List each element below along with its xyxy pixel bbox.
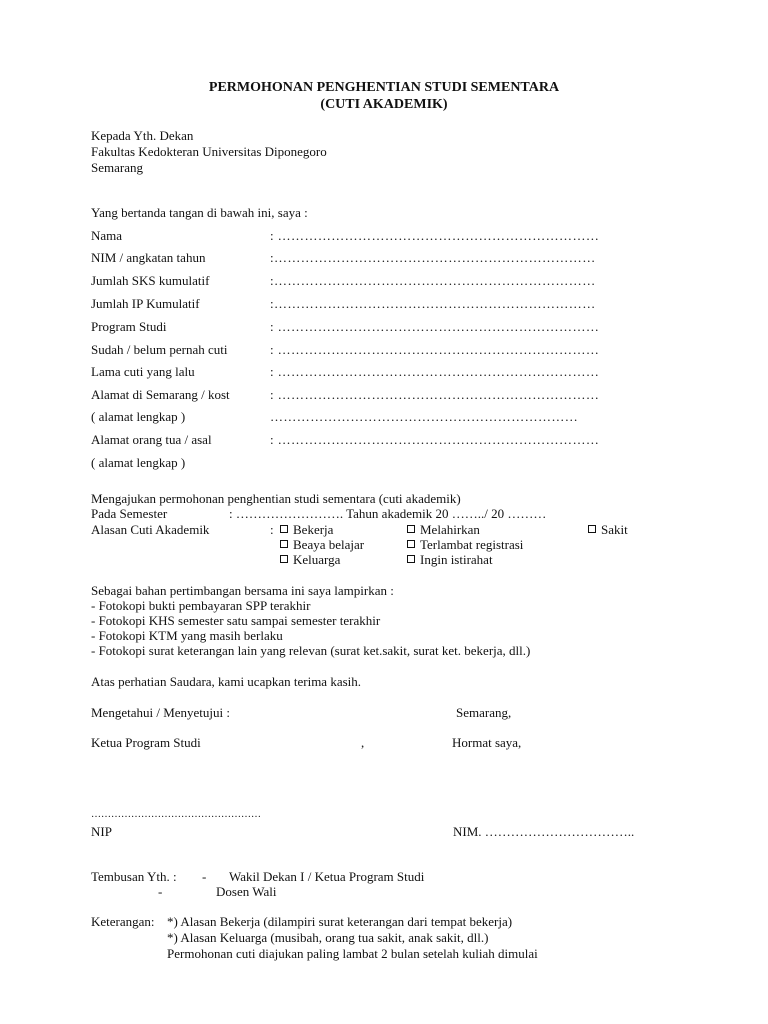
semester-label: Pada Semester (91, 506, 168, 521)
checkbox-bekerja[interactable] (280, 525, 288, 533)
reason-option-ingin-istirahat[interactable] (407, 552, 493, 568)
cc-item-2: Dosen Wali (216, 884, 277, 899)
nim-label: NIM. …………………………….. (453, 824, 635, 839)
field-label-alamat-lengkap-1: ( alamat lengkap ) (91, 409, 186, 424)
head-of-program-label: Ketua Program Studi (91, 735, 201, 750)
note-1: *) Alasan Bekerja (dilampiri surat keterangan dari tempat bekerja) (167, 914, 513, 929)
reason-sakit-label: Sakit (601, 522, 628, 537)
field-label-pernah-cuti: Sudah / belum pernah cuti (91, 342, 228, 357)
addressee-line3: Semarang (91, 160, 143, 175)
field-value-ip: :……………………………………………………………… (270, 296, 596, 311)
comma-mark: , (361, 735, 365, 750)
field-value-nim: :……………………………………………………………… (270, 250, 596, 265)
cc-dash-2: - (158, 884, 163, 899)
reason-colon: : (270, 522, 274, 537)
field-label-alamat-semarang: Alamat di Semarang / kost (91, 387, 230, 402)
closing-text: Atas perhatian Saudara, kami ucapkan terima kasih. (91, 674, 362, 689)
field-label-program-studi: Program Studi (91, 319, 167, 334)
addressee-line1: Kepada Yth. Dekan (91, 128, 194, 143)
approval-label: Mengetahui / Menyetujui : (91, 705, 231, 720)
reason-option-sakit[interactable] (588, 522, 628, 538)
attachment-item: - Fotokopi surat keterangan lain yang relevan (surat ket.sakit, surat ket. bekerja, dll.) (91, 643, 531, 658)
attachment-item: - Fotokopi KHS semester satu sampai semester terakhir (91, 613, 381, 628)
reason-option-bekerja[interactable] (280, 522, 333, 538)
attachment-item: - Fotokopi KTM yang masih berlaku (91, 628, 283, 643)
field-label-alamat-orang-tua: Alamat orang tua / asal (91, 432, 212, 447)
cc-item-1: Wakil Dekan I / Ketua Program Studi (229, 869, 425, 884)
city-label: Semarang, (456, 705, 512, 720)
field-value-pernah-cuti: : ……………………………………………………………… (270, 342, 600, 357)
field-value-alamat-orang-tua: : ……………………………………………………………… (270, 432, 600, 447)
checkbox-terlambat-registrasi[interactable] (407, 540, 415, 548)
reason-option-melahirkan[interactable] (407, 522, 480, 538)
document-title-line2: (CUTI AKADEMIK) (320, 97, 448, 112)
attachment-item: - Fotokopi bukti pembayaran SPP terakhir (91, 598, 311, 613)
reason-option-keluarga[interactable] (280, 552, 340, 568)
cc-label: Tembusan Yth. : (91, 869, 177, 884)
request-text: Mengajukan permohonan penghentian studi sementara (cuti akademik) (91, 491, 461, 506)
reason-beaya-belajar-label: Beaya belajar (293, 537, 365, 552)
nip-label: NIP (91, 824, 112, 839)
field-value-alamat-lengkap-1: …………………………………………………………… (270, 409, 579, 424)
addressee-line2: Fakultas Kedokteran Universitas Diponegoro (91, 144, 327, 159)
reason-option-terlambat-registrasi[interactable] (407, 537, 523, 553)
cc-dash-1: - (202, 869, 207, 884)
reason-keluarga-label: Keluarga (293, 552, 341, 567)
field-value-alamat-semarang: : ……………………………………………………………… (270, 387, 600, 402)
field-label-sks: Jumlah SKS kumulatif (91, 273, 210, 288)
reason-terlambat-registrasi-label: Terlambat registrasi (420, 537, 524, 552)
notes-label: Keterangan: (91, 914, 155, 929)
field-label-alamat-lengkap-2: ( alamat lengkap ) (91, 455, 186, 470)
intro-text: Yang bertanda tangan di bawah ini, saya : (91, 205, 308, 220)
checkbox-beaya-belajar[interactable] (280, 540, 288, 548)
signature-line: …………………………………………… (91, 809, 261, 820)
reason-ingin-istirahat-label: Ingin istirahat (420, 552, 493, 567)
reason-label: Alasan Cuti Akademik (91, 522, 210, 537)
field-value-lama-cuti: : ……………………………………………………………… (270, 364, 600, 379)
field-value-sks: :……………………………………………………………… (270, 273, 596, 288)
reason-bekerja-label: Bekerja (293, 522, 334, 537)
note-3: Permohonan cuti diajukan paling lambat 2 bulan setelah kuliah dimulai (167, 946, 538, 961)
attachments-intro: Sebagai bahan pertimbangan bersama ini saya lampirkan : (91, 583, 394, 598)
note-2: *) Alasan Keluarga (musibah, orang tua sakit, anak sakit, dll.) (167, 930, 489, 945)
field-value-nama: : ……………………………………………………………… (270, 228, 600, 243)
checkbox-melahirkan[interactable] (407, 525, 415, 533)
reason-option-beaya-belajar[interactable] (280, 537, 364, 553)
field-label-nama: Nama (91, 228, 123, 243)
field-label-nim: NIM / angkatan tahun (91, 250, 206, 265)
semester-value: : ……………………. Tahun akademik 20 ……../ 20 ……… (229, 506, 547, 521)
checkbox-sakit[interactable] (588, 525, 596, 533)
document-title-line1: PERMOHONAN PENGHENTIAN STUDI SEMENTARA (208, 80, 560, 95)
field-value-program-studi: : ……………………………………………………………… (270, 319, 600, 334)
checkbox-ingin-istirahat[interactable] (407, 555, 415, 563)
field-label-ip: Jumlah IP Kumulatif (91, 296, 200, 311)
checkbox-keluarga[interactable] (280, 555, 288, 563)
field-label-lama-cuti: Lama cuti yang lalu (91, 364, 195, 379)
regards-label: Hormat saya, (452, 735, 522, 750)
reason-melahirkan-label: Melahirkan (420, 522, 480, 537)
